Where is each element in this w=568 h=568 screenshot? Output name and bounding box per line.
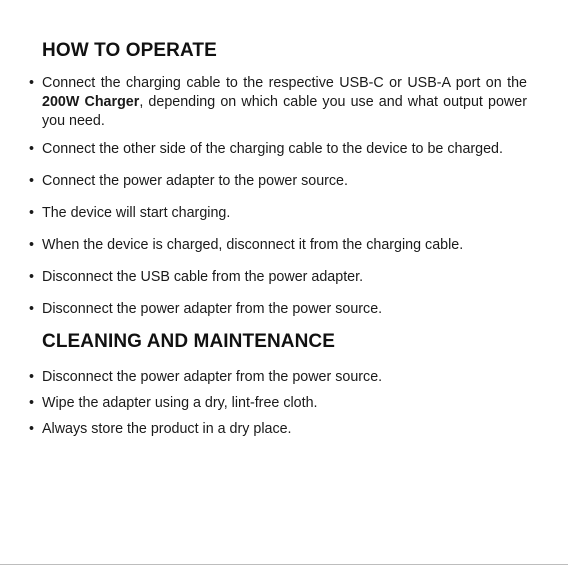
cleaning-step-1-text: Disconnect the power adapter from the power source. [42,369,383,385]
operate-step-5-text: When the device is charged, disconnect it from the charging cable. [42,237,464,253]
cleaning-step-2 [29,394,527,413]
how-to-operate-heading: HOW TO OPERATE [42,40,217,61]
operate-step-5 [29,236,527,255]
operate-step-1 [29,74,527,131]
cleaning-steps-list [29,368,527,439]
cleaning-maintenance-heading: CLEANING AND MAINTENANCE [42,331,336,352]
operate-step-6 [29,268,527,287]
bullet-icon: • [29,205,35,221]
operate-step-3-text: Connect the power adapter to the power source. [42,173,348,189]
operate-step-6-text: Disconnect the USB cable from the power adapter. [42,269,364,285]
cleaning-step-3-text: Always store the product in a dry place. [42,421,292,437]
operate-step-7 [29,300,527,319]
cleaning-step-3 [29,420,527,439]
bullet-icon: • [29,421,35,437]
operate-steps-list [29,74,527,319]
bullet-icon: • [29,141,35,157]
bullet-icon: • [29,75,35,91]
operate-step-1-text-before: Connect the charging cable to the respective USB-C or USB-A port on the [42,75,527,91]
operate-step-2 [29,140,527,159]
bullet-icon: • [29,237,35,253]
bullet-icon: • [29,301,35,317]
cleaning-step-1 [29,368,527,387]
bottom-divider [0,564,568,565]
operate-step-3 [29,172,527,191]
bullet-icon: • [29,269,35,285]
operate-step-7-text: Disconnect the power adapter from the power source. [42,301,383,317]
cleaning-step-2-text: Wipe the adapter using a dry, lint-free cloth. [42,395,318,411]
operate-step-1-text-after: , depending on which cable you use and what output power you need. [42,94,527,129]
charger-name: 200W Charger [42,94,140,110]
operate-step-2-text: Connect the other side of the charging cable to the device to be charged. [42,141,503,157]
operate-step-4 [29,204,527,223]
operate-step-4-text: The device will start charging. [42,205,231,221]
bullet-icon: • [29,369,35,385]
bullet-icon: • [29,395,35,411]
bullet-icon: • [29,173,35,189]
